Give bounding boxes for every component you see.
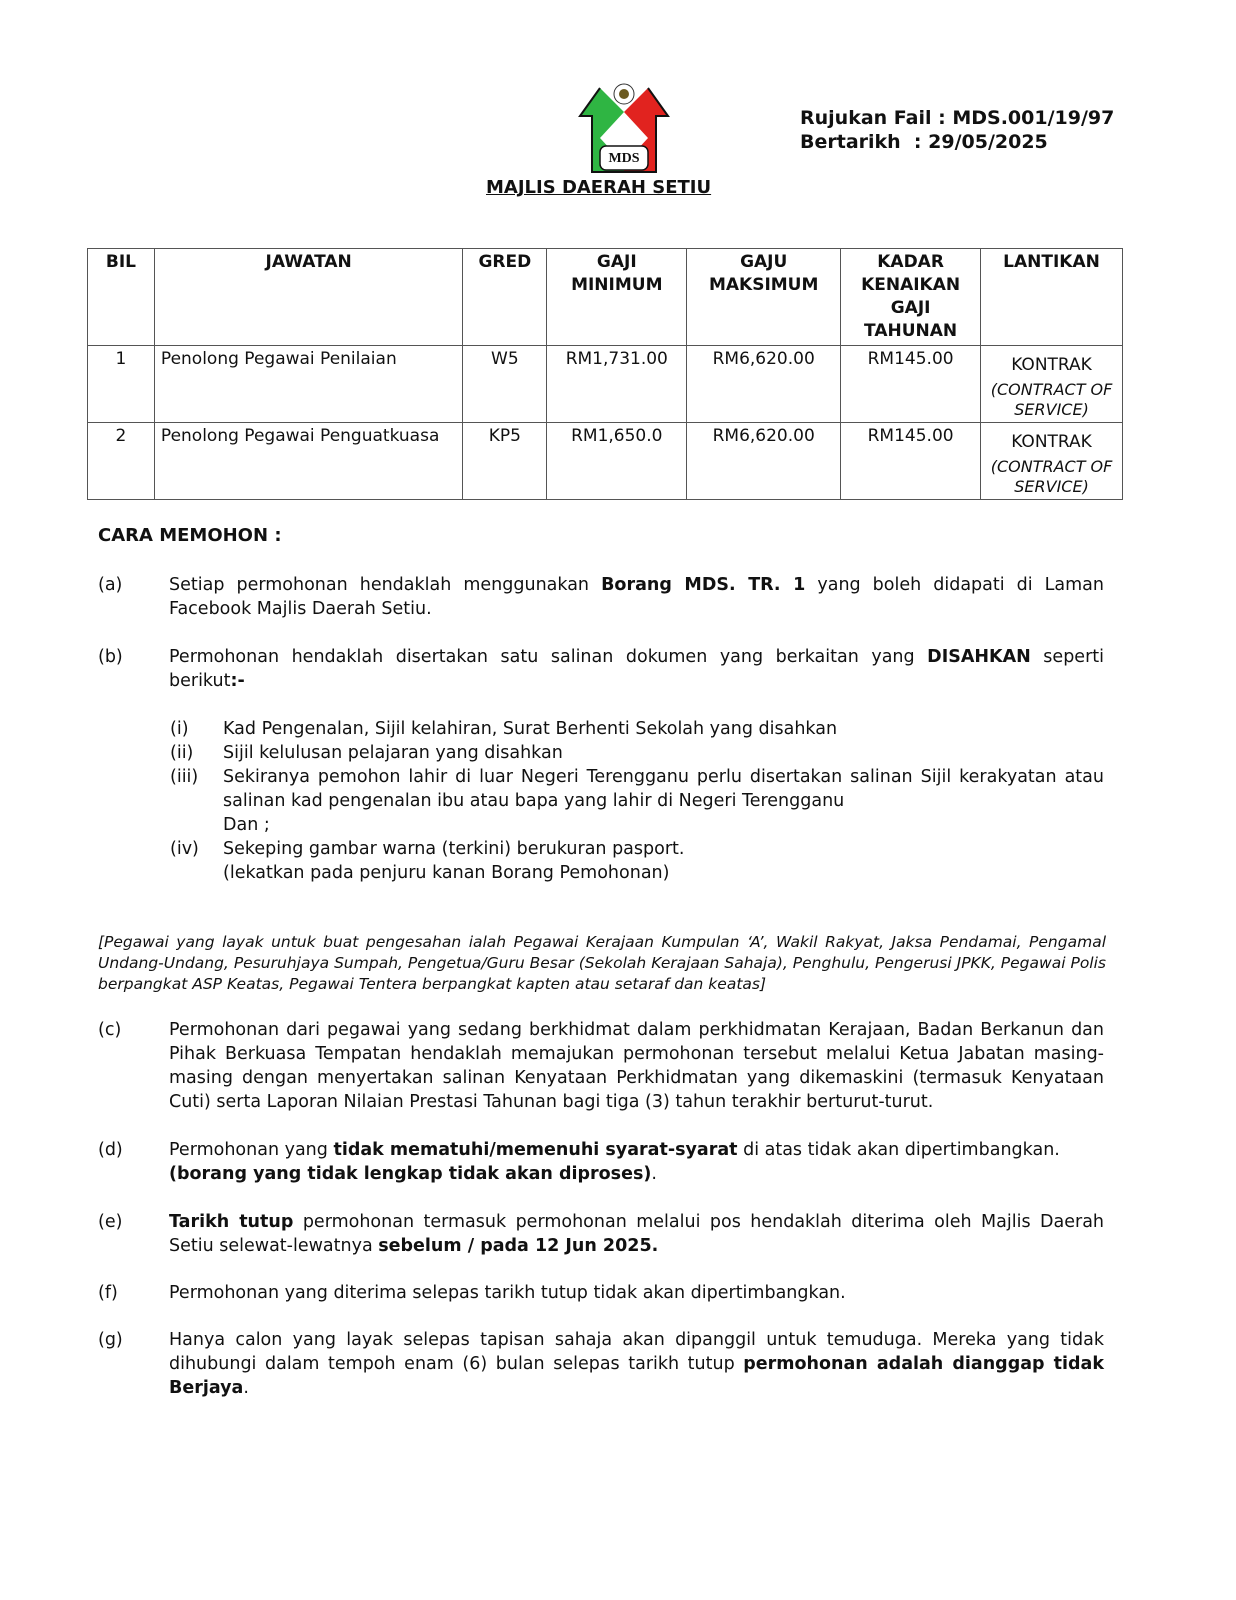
- cell-gred: W5: [463, 346, 547, 423]
- item-g: [98, 1328, 1104, 1400]
- item-a: [98, 573, 1104, 621]
- svg-text:MDS: MDS: [608, 151, 640, 166]
- item-text: Tarikh tutup permohonan termasuk permohonan melalui pos hendaklah diterima oleh Majlis Daerah Setiu selewat-lewatnya sebelum / pada 12 Jun 2025.: [169, 1212, 1105, 1256]
- col-gaji-minimum: GAJI MINIMUM: [547, 249, 687, 346]
- sub-label: (i): [170, 719, 189, 739]
- item-label: (b): [98, 647, 123, 667]
- cell-gaji-min: RM1,731.00: [547, 346, 687, 423]
- item-label: (f): [98, 1283, 118, 1303]
- item-e: [98, 1210, 1104, 1258]
- item-b: [98, 645, 1104, 693]
- lantikan-note: (CONTRACT OF SERVICE): [990, 380, 1113, 419]
- cell-gaji-min: RM1,650.0: [547, 423, 687, 500]
- cell-bil: 2: [88, 423, 155, 500]
- sub-item-iv: [170, 837, 1104, 885]
- sub-text: Sekiranya pemohon lahir di luar Negeri Terengganu perlu disertakan salinan Sijil kerakyatan atau salinan kad pengenalan ibu atau bapa yang lahir di Negeri Terengganu Dan ;: [223, 767, 1104, 835]
- item-d: [98, 1138, 1104, 1186]
- lantikan-type: KONTRAK: [1011, 355, 1092, 375]
- lantikan-type: KONTRAK: [1011, 432, 1092, 452]
- item-label: (d): [98, 1140, 123, 1160]
- item-label: (g): [98, 1330, 123, 1350]
- cell-gaji-max: RM6,620.00: [687, 423, 841, 500]
- sub-item-iii: [170, 765, 1104, 837]
- certifier-note: [Pegawai yang layak untuk buat pengesahan ialah Pegawai Kerajaan Kumpulan ‘A’, Wakil Rakyat, Jaksa Pendamai, Pengamal Undang-Undang, Pesuruhjaya Sumpah, Pengetua/Guru Besar (Sekolah Kerajaan Sahaja), Penghulu, Pengerusi JPKK, Pegawai Polis berpangkat ASP Keatas, Pegawai Tentera berpangkat kapten atau setaraf dan keatas]: [98, 933, 1106, 993]
- cell-gaji-max: RM6,620.00: [687, 346, 841, 423]
- section-title: CARA MEMOHON :: [98, 525, 282, 546]
- document-date: Bertarikh : 29/05/2025: [800, 131, 1048, 153]
- lantikan-note: (CONTRACT OF SERVICE): [990, 457, 1113, 496]
- sub-text: Kad Pengenalan, Sijil kelahiran, Surat Berhenti Sekolah yang disahkan: [223, 719, 838, 739]
- item-text: Permohonan yang diterima selepas tarikh tutup tidak akan dipertimbangkan.: [169, 1283, 846, 1303]
- sub-item-ii: [170, 741, 1104, 765]
- col-jawatan: JAWATAN: [154, 249, 462, 346]
- item-label: (a): [98, 575, 123, 595]
- mds-house-arrow-icon: [578, 76, 670, 176]
- item-text: Setiap permohonan hendaklah menggunakan Borang MDS. TR. 1 yang boleh didapati di Laman Facebook Majlis Daerah Setiu.: [169, 575, 1104, 619]
- col-kadar-kenaikan: KADAR KENAIKAN GAJI TAHUNAN: [841, 249, 981, 346]
- sub-text: Sekeping gambar warna (terkini) berukuran pasport. (lekatkan pada penjuru kanan Borang Pemohonan): [223, 839, 685, 883]
- mds-logo: [578, 76, 670, 176]
- item-label: (e): [98, 1212, 123, 1232]
- sub-label: (ii): [170, 743, 194, 763]
- sub-label: (iv): [170, 839, 199, 859]
- item-f: [98, 1281, 1104, 1305]
- cell-kadar: RM145.00: [841, 423, 981, 500]
- col-lantikan: LANTIKAN: [981, 249, 1123, 346]
- cell-jawatan: Penolong Pegawai Penilaian: [154, 346, 462, 423]
- col-gred: GRED: [463, 249, 547, 346]
- cell-lantikan: [981, 346, 1123, 423]
- col-bil: BIL: [88, 249, 155, 346]
- cell-gred: KP5: [463, 423, 547, 500]
- reference-block: [800, 106, 1114, 154]
- col-gaji-maksimum: GAJU MAKSIMUM: [687, 249, 841, 346]
- reference-number: Rujukan Fail : MDS.001/19/97: [800, 107, 1115, 129]
- item-label: (c): [98, 1020, 122, 1040]
- table-header-row: [88, 249, 1123, 346]
- cell-jawatan: Penolong Pegawai Penguatkuasa: [154, 423, 462, 500]
- item-text: Permohonan dari pegawai yang sedang berkhidmat dalam perkhidmatan Kerajaan, Badan Berkanun dan Pihak Berkuasa Tempatan hendaklah memajukan permohonan tersebut melalui Ketua Jabatan masing-masing dengan menyertakan salinan Kenyataan Perkhidmatan yang dikemaskini (termasuk Kenyataan Cuti) serta Laporan Nilaian Prestasi Tahunan bagi tiga (3) tahun terakhir berturut-turut.: [169, 1020, 1104, 1112]
- cell-bil: 1: [88, 346, 155, 423]
- vacancy-table: [87, 248, 1123, 500]
- cell-kadar: RM145.00: [841, 346, 981, 423]
- table-row: [88, 346, 1123, 423]
- item-text: Hanya calon yang layak selepas tapisan sahaja akan dipanggil untuk temuduga. Mereka yang tidak dihubungi dalam tempoh enam (6) bulan selepas tarikh tutup permohonan adalah dianggap tidak Berjaya.: [169, 1330, 1104, 1398]
- item-text: Permohonan yang tidak mematuhi/memenuhi syarat-syarat di atas tidak akan dipertimbangkan. (borang yang tidak lengkap tidak akan diproses).: [169, 1140, 1060, 1184]
- item-text: Permohonan hendaklah disertakan satu salinan dokumen yang berkaitan yang DISAHKAN seperti berikut:-: [169, 647, 1104, 691]
- sub-label: (iii): [170, 767, 199, 787]
- table-row: [88, 423, 1123, 500]
- item-c: [98, 1018, 1104, 1114]
- cell-lantikan: [981, 423, 1123, 500]
- organization-title: MAJLIS DAERAH SETIU: [486, 177, 712, 198]
- sub-text: Sijil kelulusan pelajaran yang disahkan: [223, 743, 563, 763]
- sub-item-i: [170, 717, 1104, 741]
